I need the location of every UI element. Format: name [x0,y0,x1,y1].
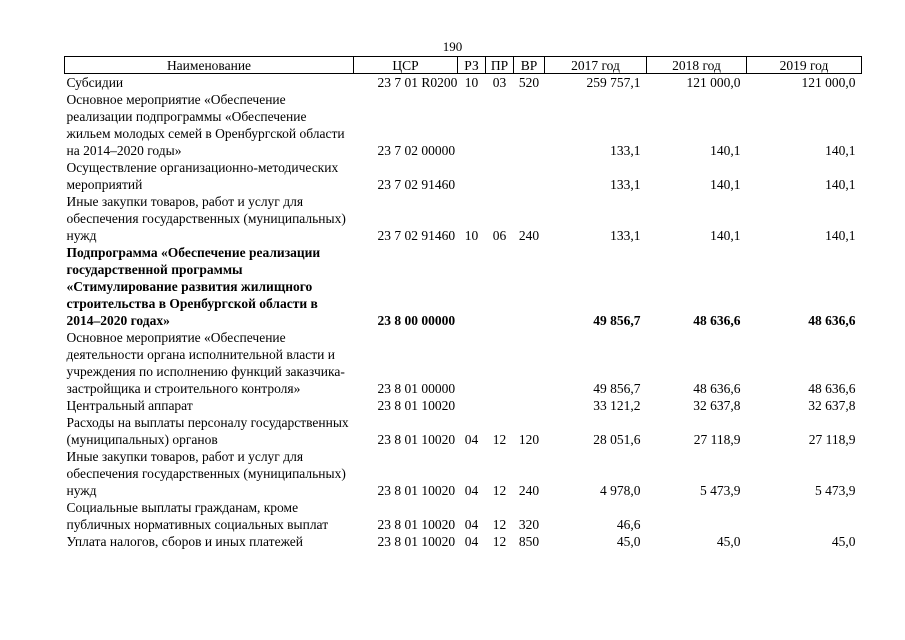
row-rz: 04 [464,517,479,532]
row-2017: 259 757,1 [586,75,641,90]
row-2017: 133,1 [610,143,641,158]
row-rz [458,244,486,329]
row-2019: 5 473,9 [815,483,856,498]
row-csr: 23 8 00 00000 [377,313,456,328]
row-csr: 23 7 02 00000 [377,143,456,158]
row-2017: 46,6 [616,517,641,532]
row-2018: 27 118,9 [693,432,741,447]
row-name: Основное мероприятие «Обеспечение реализации подпрограммы «Обеспечение жильем молодых семей в Оренбургской области на 2014–2020 годы» [66,92,345,158]
row-name: Субсидии [66,75,124,90]
row-pr: 12 [492,432,507,447]
row-2017: 4 978,0 [600,483,641,498]
row-rz: 10 [464,75,479,90]
row-2017: 49 856,7 [593,381,641,396]
row-2019: 121 000,0 [801,75,856,90]
row-name: Центральный аппарат [66,398,193,413]
row-rz: 04 [464,534,479,549]
row-csr: 23 8 01 10020 [377,483,456,498]
row-2018: 5 473,9 [700,483,741,498]
row-rz [458,329,486,397]
row-rz [458,159,486,193]
row-2018: 140,1 [710,228,741,243]
header-2017: 2017 год [545,57,647,74]
row-vr [514,329,545,397]
row-vr [514,244,545,329]
header-name: Наименование [65,57,354,74]
row-2018: 48 636,6 [693,313,741,328]
row-pr: 12 [492,483,507,498]
row-name: Осуществление организационно-методических мероприятий [66,160,339,192]
row-name: Иные закупки товаров, работ и услуг для обеспечения государственных (муниципальных) нужд [66,194,346,243]
row-csr: 23 7 02 91460 [377,177,456,192]
budget-table [64,56,862,550]
row-rz: 04 [464,432,479,447]
row-2019: 48 636,6 [808,313,856,328]
row-vr: 850 [518,534,540,549]
row-vr: 240 [518,228,540,243]
row-2018 [647,499,747,533]
row-2019: 45,0 [831,534,856,549]
row-rz [458,91,486,159]
row-csr: 23 8 01 10020 [377,534,456,549]
row-rz: 04 [464,483,479,498]
row-csr: 23 8 01 10020 [377,432,456,447]
row-2019: 140,1 [825,228,856,243]
row-pr [486,329,514,397]
row-2017: 45,0 [616,534,641,549]
row-name: Иные закупки товаров, работ и услуг для обеспечения государственных (муниципальных) нужд [66,449,346,498]
table-row [65,159,862,193]
table-body [65,74,862,551]
row-vr [514,397,545,414]
row-pr [486,159,514,193]
header-2019: 2019 год [747,57,862,74]
row-2019: 27 118,9 [808,432,856,447]
row-name: Расходы на выплаты персоналу государственных (муниципальных) органов [66,415,349,447]
row-csr: 23 7 01 R0200 [377,75,458,90]
row-vr: 320 [518,517,540,532]
row-vr [514,159,545,193]
table-row [65,448,862,499]
row-vr: 520 [518,75,540,90]
row-2017: 133,1 [610,177,641,192]
header-csr: ЦСР [354,57,458,74]
table-row [65,193,862,244]
row-2018: 48 636,6 [693,381,741,396]
table-row [65,244,862,329]
row-2018: 32 637,8 [693,398,741,413]
row-2019: 32 637,8 [808,398,856,413]
header-vr: ВР [514,57,545,74]
row-2018: 45,0 [716,534,741,549]
row-2019: 48 636,6 [808,381,856,396]
row-pr: 06 [492,228,507,243]
row-2018: 140,1 [710,177,741,192]
row-csr: 23 7 02 91460 [377,228,456,243]
row-vr: 240 [518,483,540,498]
row-pr: 03 [492,75,507,90]
table-row [65,91,862,159]
row-pr [486,397,514,414]
row-csr: 23 8 01 00000 [377,381,456,396]
row-2017: 133,1 [610,228,641,243]
table-row [65,414,862,448]
header-rz: РЗ [458,57,486,74]
row-vr: 120 [518,432,540,447]
row-2019: 140,1 [825,177,856,192]
row-2017: 28 051,6 [593,432,641,447]
table-row [65,329,862,397]
table-row [65,499,862,533]
row-pr: 12 [492,534,507,549]
table-row [65,533,862,550]
row-2019 [747,499,862,533]
header-pr: ПР [486,57,514,74]
header-2018: 2018 год [647,57,747,74]
table-header [65,57,862,74]
row-name: Основное мероприятие «Обеспечение деятельности органа исполнительной власти и учреждения по исполнению функций заказчика-застройщика и строительного контроля» [66,330,345,396]
table-row [65,74,862,92]
row-name: Подпрограмма «Обеспечение реализации государственной программы «Стимулирование развития жилищного строительства в Оренбургской области в 2014–2020 годах» [66,245,321,328]
row-name: Уплата налогов, сборов и иных платежей [66,534,303,549]
row-2018: 121 000,0 [686,75,741,90]
row-rz: 10 [464,228,479,243]
row-2019: 140,1 [825,143,856,158]
row-rz [458,397,486,414]
row-2017: 49 856,7 [593,313,641,328]
row-csr: 23 8 01 10020 [377,517,456,532]
row-csr: 23 8 01 10020 [377,398,456,413]
row-2018: 140,1 [710,143,741,158]
row-name: Социальные выплаты гражданам, кроме публичных нормативных социальных выплат [66,500,329,532]
row-pr: 12 [492,517,507,532]
row-2017: 33 121,2 [593,398,641,413]
table-row [65,397,862,414]
page-number: 190 [442,39,463,54]
row-vr [514,91,545,159]
row-pr [486,91,514,159]
row-pr [486,244,514,329]
